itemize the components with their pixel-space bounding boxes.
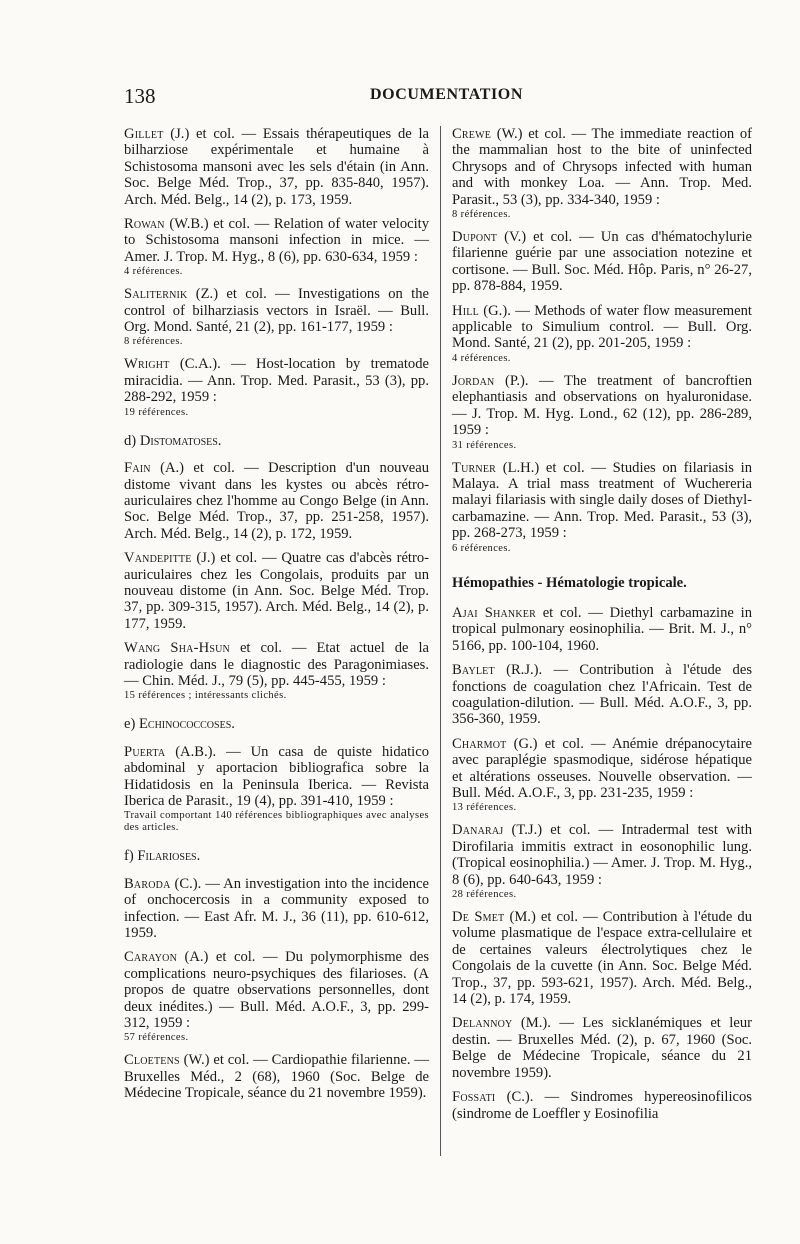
entry-citation: (G.). — Methods of water flow measurement applicable to Simulium control. — Bull. Org. Mond. Santé, 21 (2), pp. 201-205, 1959 :	[452, 302, 752, 352]
entry-citation: (A.) et col. — Description d'un nouveau distome vivant dans les kystes ou abcès rétro-auriculaires chez l'homme au Congo Belge (in Ann. Soc. Belge Méd. Trop., 37, pp. 251-258, 1957). Arch. Méd. Belg., 14 (2), p. 172, 1959.	[124, 460, 429, 542]
entry-reference-note: 28 références.	[452, 889, 517, 901]
entry-citation: (W.) et col. — Cardiopathie filarienne. — Bruxelles Méd., 2 (68), 1960 (Soc. Belge de Médecine Tropicale, séance du 21 novembre 1959).	[124, 1052, 429, 1102]
left-column	[124, 126, 429, 1110]
right-column	[452, 126, 752, 1130]
bibliography-entry	[124, 286, 429, 348]
entry-author: Carayon	[124, 949, 177, 966]
entry-author: Dupont	[452, 229, 498, 246]
entry-reference-note: 19 références.	[124, 406, 189, 418]
entry-reference-note: 13 références.	[452, 802, 517, 814]
bibliography-entry	[124, 640, 429, 702]
entry-author: Rowan	[124, 216, 165, 233]
entry-author: Vandepitte	[124, 550, 192, 567]
entry-citation: (C.A.). — Host-location by trematode miracidia. — Ann. Trop. Med. Parasit., 53 (3), pp. 288-292, 1959 :	[124, 356, 429, 406]
entry-author: Crewe	[452, 126, 492, 142]
bibliography-group	[124, 126, 429, 419]
entry-author: Baylet	[452, 662, 495, 679]
entry-citation: (V.) et col. — Un cas d'hématochylurie filarienne guérie par une association notezine et cortisone. — Bull. Soc. Méd. Hôp. Paris, n° 26-27, pp. 878-884, 1959.	[452, 229, 752, 295]
bibliography-group	[124, 744, 429, 835]
bibliography-entry	[452, 822, 752, 901]
entry-author: Fain	[124, 460, 151, 477]
entry-citation: (R.J.). — Contribution à l'étude des fonctions de coagulation chez l'Africain. Test de coagulation-dilution. — Bull. Méd. A.O.F., 3, pp. 356-360, 1959.	[452, 662, 752, 728]
bibliography-entry	[124, 356, 429, 418]
entry-author: De Smet	[452, 909, 505, 926]
bibliography-entry	[452, 909, 752, 1007]
bibliography-entry	[452, 1089, 752, 1122]
entry-reference-note: 31 références.	[452, 439, 517, 451]
bibliography-group	[452, 126, 752, 555]
entry-citation: (J.) et col. — Quatre cas d'abcès rétro-auriculaires chez les Congolais, produits par un nouveau distome (in Ann. Soc. Belge Méd. Trop. 37, pp. 309-315, 1957). Arch. Méd. Belg., 14 (2), p. 177, 1959.	[124, 550, 429, 632]
bibliography-entry	[452, 229, 752, 295]
entry-citation: (W.B.) et col. — Relation of water velocity to Schistosoma mansoni infection in mice. — Amer. J. Trop. M. Hyg., 8 (6), pp. 630-634, 1959 :	[124, 216, 429, 265]
bibliography-group	[452, 605, 752, 1122]
section-heading: Hémopathies - Hématologie tropicale.	[452, 574, 687, 591]
entry-citation: (M.). — Les sicklanémiques et leur destin. — Bruxelles Méd. (2), p. 67, 1960 (Soc. Belge de Médecine Tropicale, séance du 21 novembre 1959).	[452, 1015, 752, 1081]
bibliography-entry	[452, 303, 752, 365]
entry-citation: (A.B.). — Un casa de quiste hidatico abdominal y aportacion bibliografica sobre la Hidatidosis en la Peninsula Iberica. — Revista Iberica de Parasit., 19 (4), pp. 391-410, 1959 :	[124, 743, 429, 809]
entry-author: Ajai Shanker	[452, 604, 536, 621]
entry-author: Gillet	[124, 126, 164, 142]
page-number: 138	[124, 84, 156, 108]
entry-citation: (P.). — The treatment of bancroftien elephantiasis and observations on hyaluronidase. — J. Trop. M. Hyg. Lond., 62 (12), pp. 286-289, 1959 :	[452, 372, 752, 439]
entry-citation: (J.) et col. — Essais thérapeutiques de la bilharziose expérimentale et humaine à Schistosoma mansoni avec les sels d'étain (in Ann. Soc. Belge Méd. Trop., 37, pp. 835-840, 1957). Arch. Méd. Belg., 14 (2), p. 173, 1959.	[124, 126, 429, 208]
entry-author: Cloetens	[124, 1052, 180, 1069]
bibliography-entry	[452, 460, 752, 555]
bibliography-entry	[124, 460, 429, 542]
entry-author: Hill	[452, 302, 479, 319]
running-title: DOCUMENTATION	[370, 86, 523, 103]
bibliography-entry	[452, 126, 752, 221]
entry-author: Turner	[452, 459, 497, 476]
entry-reference-note: Travail comportant 140 références bibliographiques avec analyses des articles.	[124, 810, 429, 834]
entry-author: Baroda	[124, 875, 171, 892]
entry-reference-note: 4 références.	[452, 352, 511, 364]
entry-citation: (G.) et col. — Anémie drépanocytaire avec paraplégie spasmodique, sidérose hépatique et altérations osseuses. Nouvelle observation. — Bull. Méd. A.O.F., 3, pp. 231-235, 1959 :	[452, 735, 752, 801]
entry-citation: (L.H.) et col. — Studies on filariasis in Malaya. A trial mass treatment of Wuchereria malayi filariasis with single daily doses of Diethyl-carbamazine. — Ann. Trop. Med. Parasit., 53 (3), pp. 268-273, 1959 :	[452, 459, 752, 542]
bibliography-entry	[124, 876, 429, 942]
entry-reference-note: 15 références ; intéressants clichés.	[124, 690, 287, 702]
entry-citation: (T.J.) et col. — Intradermal test with Dirofilaria immitis extract in eosonophilic lung. (Tropical eosinophilia.) — Amer. J. Trop. M. Hyg., 8 (6), pp. 640-643, 1959 :	[452, 822, 752, 888]
entry-citation: et col. — Etat actuel de la radiologie dans le diagnostic des Paragonimiases. — Chin. Méd. J., 79 (5), pp. 445-455, 1959 :	[124, 640, 430, 689]
bibliography-entry	[124, 216, 429, 278]
bibliography-entry	[452, 662, 752, 728]
entry-author: Wang Sha-Hsun	[124, 640, 230, 657]
entry-author: Wright	[124, 356, 170, 373]
bibliography-entry	[452, 736, 752, 815]
entry-reference-note: 8 références.	[452, 209, 511, 221]
bibliography-entry	[452, 373, 752, 452]
entry-citation: (C.). — An investigation into the incidence of onchocercosis in a community exposed to infection. — East Afr. M. J., 36 (11), pp. 610-612, 1959.	[124, 875, 429, 942]
entry-author: Saliternik	[124, 286, 188, 303]
bibliography-entry	[124, 126, 429, 208]
bibliography-entry	[124, 744, 429, 835]
entry-citation: (A.) et col. — Du polymorphisme des complications neuro-psychiques des filarioses. (A propos de quatre observations personnelles, dont deux inédites.) — Bull. Méd. A.O.F., 3, pp. 299-312, 1959 :	[124, 949, 429, 1032]
subsection-heading: d) Distomatoses.	[124, 432, 222, 449]
bibliography-group	[124, 460, 429, 702]
entry-author: Fossati	[452, 1089, 496, 1106]
entry-reference-note: 6 références.	[452, 542, 511, 554]
entry-author: Puerta	[124, 743, 166, 760]
bibliography-entry	[124, 550, 429, 632]
entry-citation: (Z.) et col. — Investigations on the control of bilharziasis vectors in Israël. — Bull. Org. Mond. Santé, 21 (2), pp. 161-177, 1959 :	[124, 286, 429, 336]
entry-reference-note: 57 références.	[124, 1032, 189, 1044]
entry-citation: et col. — Diethyl carbamazine in tropical pulmonary eosinophilia. — Brit. M. J., n° 5166, pp. 100-104, 1960.	[452, 604, 753, 654]
bibliography-entry	[124, 949, 429, 1044]
bibliography-entry	[124, 1052, 429, 1101]
bibliography-group	[124, 876, 429, 1102]
entry-author: Delannoy	[452, 1015, 513, 1032]
entry-author: Danaraj	[452, 822, 504, 839]
column-divider	[440, 126, 441, 1156]
bibliography-entry	[452, 605, 752, 654]
subsection-heading: f) Filarioses.	[124, 848, 201, 865]
entry-reference-note: 4 références.	[124, 266, 183, 278]
entry-citation: (W.) et col. — The immediate reaction of the mammalian host to the bite of uninfected Chrysops and of Chrysops infected with human and with monkey Loa. — Ann. Trop. Med. Parasit., 53 (3), pp. 334-340, 1959 :	[452, 126, 752, 208]
subsection-heading: e) Echinococcoses.	[124, 716, 235, 733]
entry-citation: (M.) et col. — Contribution à l'étude du volume plasmatique de l'espace extra-cellulaire et de certaines valeurs électrolytiques chez le Congolais de la cuvette (in Ann. Soc. Belge Méd. Trop., 37, pp. 593-621, 1957). Arch. Méd. Belg., 14 (2), p. 174, 1959.	[452, 909, 753, 1008]
entry-reference-note: 8 références.	[124, 336, 183, 348]
bibliography-entry	[452, 1015, 752, 1081]
entry-author: Jordan	[452, 372, 495, 389]
entry-author: Charmot	[452, 735, 507, 752]
entry-citation: (C.). — Sindromes hypereosinofilicos (sindrome de Loeffler y Eosinofilia	[452, 1089, 752, 1122]
